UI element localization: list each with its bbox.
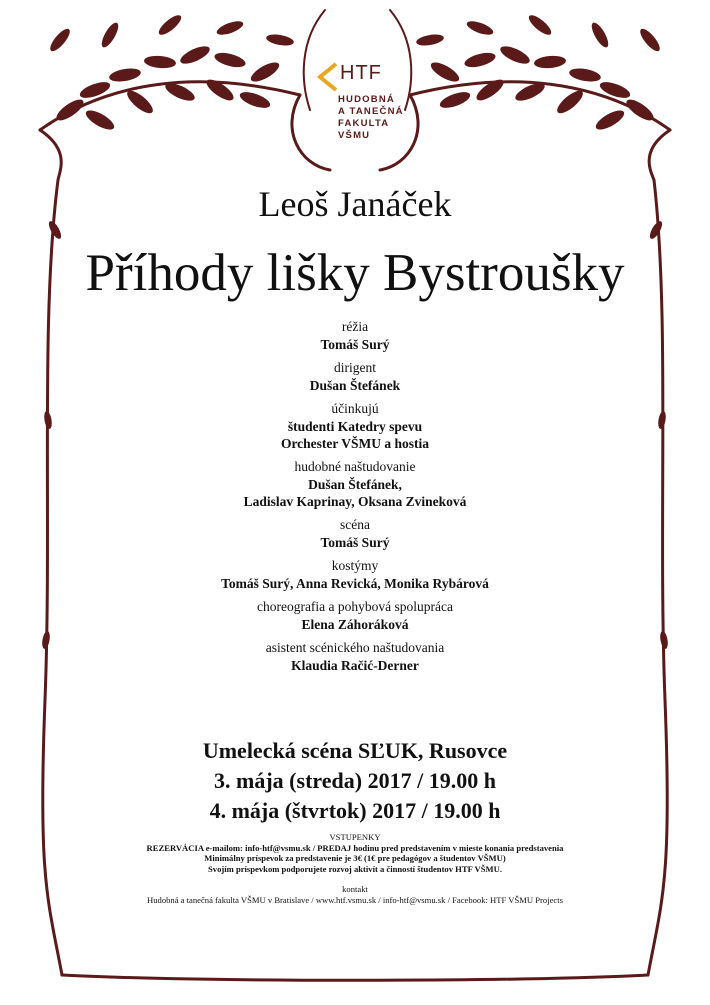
composer-name: Leoš Janáček bbox=[258, 184, 452, 224]
opera-title: Příhody lišky Bystroušky bbox=[85, 244, 625, 302]
credit-role: hudobné naštudovanie bbox=[294, 459, 416, 474]
credit-role: kostýmy bbox=[331, 558, 379, 573]
credit-role: réžia bbox=[341, 319, 369, 334]
credit-block bbox=[0, 318, 710, 353]
tickets-heading: VSTUPENKY bbox=[329, 832, 381, 842]
credit-name: Dušan Štefánek bbox=[309, 378, 401, 393]
credit-block bbox=[0, 598, 710, 633]
performance-date: 4. mája (štvrtok) 2017 / 19.00 h bbox=[209, 798, 501, 823]
credit-block bbox=[0, 516, 710, 551]
credit-role: asistent scénického naštudovania bbox=[265, 640, 445, 655]
logo-line: VŠMU bbox=[338, 130, 371, 141]
credit-name: Orchester VŠMU a hostia bbox=[280, 436, 430, 451]
logo-line: FAKULTA bbox=[338, 118, 390, 129]
tickets-info bbox=[0, 832, 710, 874]
credit-name: Ladislav Kaprinay, Oksana Zvineková bbox=[243, 494, 467, 509]
credit-role: choreografia a pohybová spolupráca bbox=[256, 599, 454, 614]
credit-name: študenti Katedry spevu bbox=[287, 419, 423, 434]
contact-heading: kontakt bbox=[342, 884, 368, 894]
tickets-line: Minimálny príspevok za predstavenie je 3€ (1€ pre pedagógov a študentov VŠMU) bbox=[204, 853, 506, 863]
contact-line: Hudobná a tanečná fakulta VŠMU v Bratislave / www.htf.vsmu.sk / info-htf@vsmu.sk / Facebook: HTF VŠMU Projects bbox=[147, 895, 563, 905]
credit-role: účinkujú bbox=[331, 401, 379, 416]
credit-block bbox=[0, 639, 710, 674]
credit-block bbox=[0, 359, 710, 394]
credit-name: Dušan Štefánek, bbox=[308, 477, 402, 492]
credit-name: Elena Záhoráková bbox=[301, 617, 409, 632]
credit-role: scéna bbox=[340, 517, 370, 532]
credit-block bbox=[0, 458, 710, 510]
credit-block bbox=[0, 557, 710, 592]
credit-role: dirigent bbox=[334, 360, 376, 375]
performance-date: 3. mája (streda) 2017 / 19.00 h bbox=[214, 768, 496, 793]
venue-and-dates bbox=[0, 736, 710, 826]
tickets-line: REZERVÁCIA e-mailom: info-htf@vsmu.sk / PREDAJ hodinu pred predstavením v mieste konania predstavenia bbox=[146, 842, 564, 853]
credit-name: Tomáš Surý bbox=[320, 535, 390, 550]
contact-info bbox=[0, 884, 710, 906]
credit-name: Klaudia Račić-Derner bbox=[291, 658, 419, 673]
logo-abbr: HTF bbox=[340, 62, 382, 84]
credit-name: Tomáš Surý bbox=[320, 337, 390, 352]
credit-name: Tomáš Surý, Anna Revická, Monika Rybárová bbox=[221, 576, 489, 591]
tickets-line: Svojím príspevkom podporujete rozvoj aktivít a činností študentov HTF VŠMU. bbox=[208, 863, 502, 874]
logo-text bbox=[338, 94, 404, 142]
logo-line: A TANEČNÁ bbox=[338, 106, 404, 117]
credit-block bbox=[0, 400, 710, 452]
logo-line: HUDOBNÁ bbox=[338, 94, 395, 105]
venue-place: Umelecká scéna SĽUK, Rusovce bbox=[202, 738, 508, 763]
credits-list bbox=[0, 318, 710, 680]
htf-logo bbox=[316, 62, 416, 152]
